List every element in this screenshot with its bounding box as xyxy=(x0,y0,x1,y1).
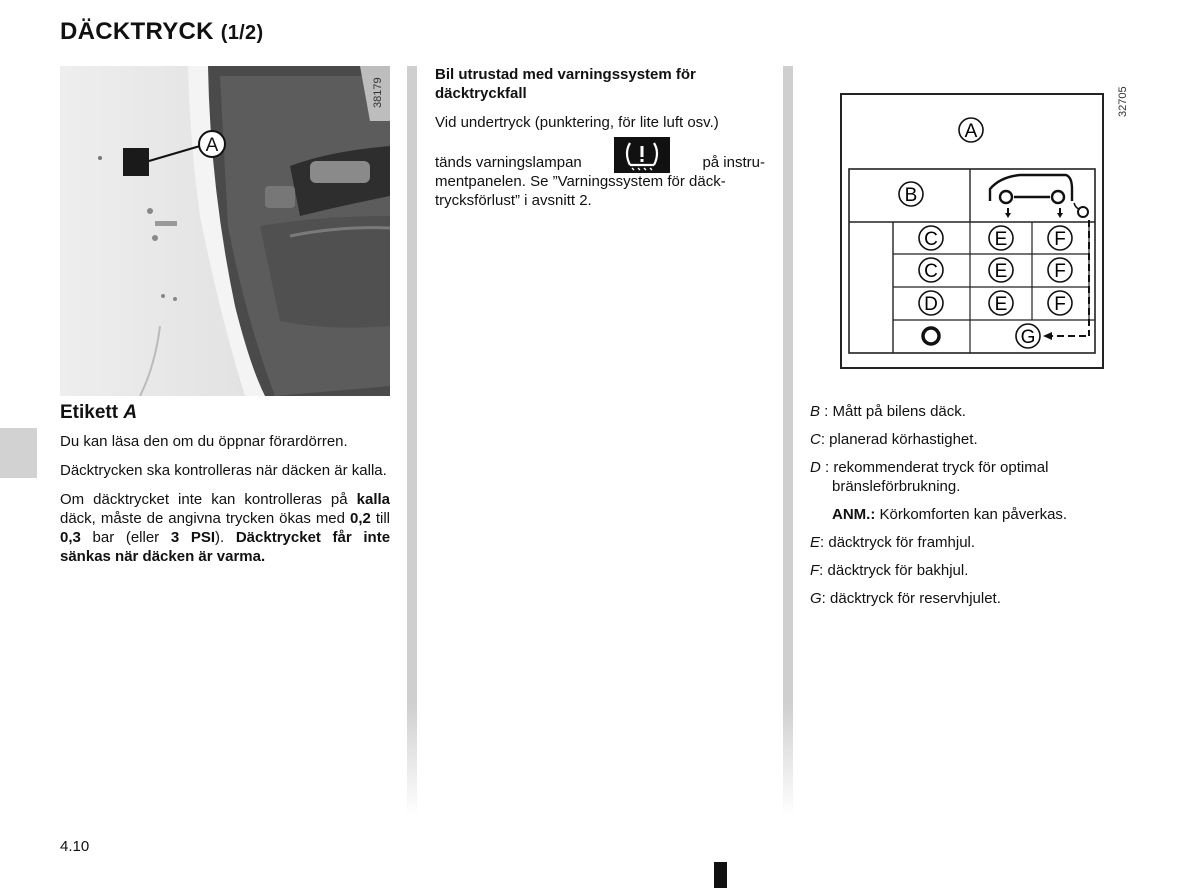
legend-item-g: G: däcktryck för reservhjulet. xyxy=(810,590,1001,607)
middle-line-3: mentpanelen. Se ”Varningssystem för däck- xyxy=(435,173,726,190)
legend-list xyxy=(810,402,1130,617)
diagram-label-f-3: F xyxy=(1054,294,1066,315)
diagram-label-g: G xyxy=(1020,327,1036,348)
tire-label-diagram xyxy=(840,93,1104,369)
left-paragraph-1: Du kan läsa den om du öppnar förardörren. xyxy=(60,433,348,450)
spare-wheel-icon xyxy=(923,328,939,344)
diagram-label-f-2: F xyxy=(1054,261,1066,282)
title-suffix: (1/2) xyxy=(220,22,264,44)
page-number: 4.10 xyxy=(60,838,90,855)
diagram-label-f-1: F xyxy=(1054,229,1066,250)
middle-column xyxy=(435,65,765,210)
label-heading-letter: A xyxy=(123,402,138,423)
diagram-label-c-1: C xyxy=(924,229,938,250)
photo-callout-a: A xyxy=(205,135,219,156)
legend-item-e: E: däcktryck för framhjul. xyxy=(810,534,976,551)
page-title xyxy=(60,18,263,46)
left-column xyxy=(60,403,390,576)
legend-item-d: D : rekommenderat tryck för optimal bränsleförbrukning. xyxy=(810,459,1049,495)
legend-item-f: F: däcktryck för bakhjul. xyxy=(810,562,969,579)
diagram-label-b: B xyxy=(904,185,918,206)
column-divider-2 xyxy=(783,66,793,816)
middle-line-2: tänds varningslampan på instru- xyxy=(435,138,765,172)
diagram-label-a: A xyxy=(964,121,978,142)
diagram-label-d: D xyxy=(924,294,938,315)
door-photo xyxy=(60,66,390,396)
column-divider-1 xyxy=(407,66,417,816)
middle-line-4: trycksförlust” i avsnitt 2. xyxy=(435,192,592,209)
footer-marker xyxy=(714,862,727,888)
diagram-reference-number: 32705 xyxy=(1117,86,1129,117)
left-paragraph-3: Om däcktrycket inte kan kontrolleras på kalla däck, måste de angivna trycken ökas med 0,2 till 0,3 bar (eller 3 PSI). Däcktrycket får inte sänkas när däcken är varma. xyxy=(60,491,391,565)
legend-note: ANM.: Körkomforten kan påverkas. xyxy=(832,506,1068,523)
diagram-label-e-2: E xyxy=(994,261,1008,282)
legend-item-b: B : Mått på bilens däck. xyxy=(810,403,966,420)
diagram-label-e-1: E xyxy=(994,229,1008,250)
photo-reference-number: 38179 xyxy=(372,77,384,108)
label-heading-text: Etikett xyxy=(60,402,119,423)
diagram-label-e-3: E xyxy=(994,294,1008,315)
section-tab xyxy=(0,428,37,478)
diagram-label-c-2: C xyxy=(924,261,938,282)
label-heading xyxy=(60,403,390,422)
legend-item-c: C: planerad körhastighet. xyxy=(810,431,978,448)
door-illustration xyxy=(60,66,390,396)
middle-line-1: Vid undertryck (punktering, för lite luft osv.) xyxy=(435,114,719,131)
warning-system-heading: Bil utrustad med varningssystem för däcktryckfall xyxy=(435,66,696,102)
title-text: DÄCKTRYCK xyxy=(60,18,214,45)
left-paragraph-2: Däcktrycken ska kontrolleras när däcken är kalla. xyxy=(60,462,387,479)
tire-pressure-warning-icon xyxy=(614,137,670,173)
